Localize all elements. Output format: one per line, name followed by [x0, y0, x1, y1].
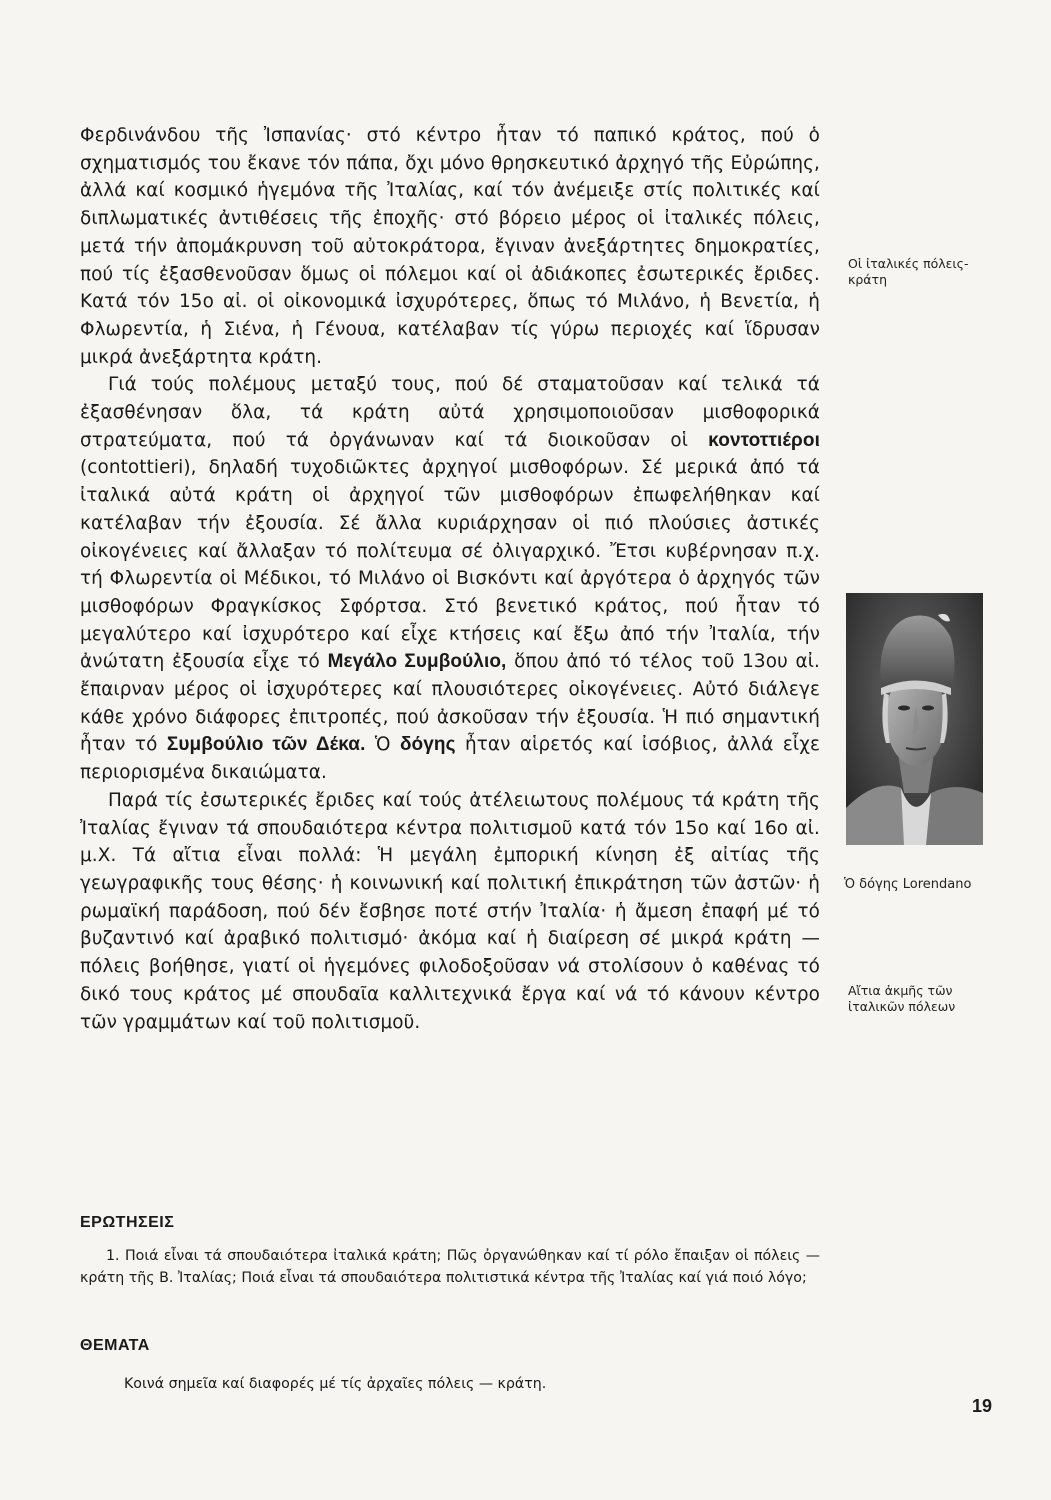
margin-note-city-states-line-1: Οἱ ἰταλικές πόλεις- [848, 256, 969, 271]
doge-portrait-image [846, 593, 983, 845]
term-council-of-ten: Συμβούλιο τῶν Δέκα. [166, 734, 366, 756]
term-doge: δόγης [399, 734, 456, 756]
paragraph-2-part-a: Γιά τούς πολέμους μεταξύ τους, πού δέ σταματοῦσαν καί τελικά τά ἐξασθένησαν ὅλα, τά κράτη αὐτά χρησιμοποιοῦσαν μισθοφορικά στρατεύματα, πού τά ὀργάνωναν καί τά διοικοῦσαν οἱ [80, 374, 820, 451]
margin-note-city-states [848, 256, 988, 288]
margin-note-causes-line-1: Αἴτια ἀκμῆς τῶν [848, 983, 953, 998]
question-1 [80, 1246, 820, 1289]
margin-note-city-states-line-2: κράτη [848, 272, 887, 287]
paragraph-2-part-g: Ὁ [365, 734, 400, 756]
main-text [80, 122, 820, 1036]
margin-note-causes-line-2: ἰταλικῶν πόλεων [848, 999, 956, 1014]
paragraph-2-part-c: (contottieri), δηλαδή τυχοδιῶκτες ἀρχηγοί μισθοφόρων. Σέ μερικά ἀπό τά ἰταλικά αὐτά κράτη οἱ ἀρχηγοί τῶν μισθοφόρων ἐπωφελήθηκαν καί κατέλαβαν τήν ἐξουσία. Σέ ἄλλα κυριάρχησαν οἱ πιό πλούσιες ἀστικές οἰκογένειες καί ἄλλαξαν τό πολίτευμα σέ ὀλιγαρχικό. Ἔτσι κυβέρνησαν π.χ. τή Φλωρεντία οἱ Μέδικοι, τό Μιλάνο οἱ Βισκόντι καί ἀργότερα ὁ ἀρχηγός τῶν μισθοφόρων Φραγκίσκος Σφόρτσα. Στό βενετικό κράτος, πού ἦταν τό μεγαλύτερο καί ἰσχυρότερο καί εἶχε κτήσεις καί ἔξω ἀπό τήν Ἰταλία, τήν ἀνώτατη ἐξουσία εἶχε τό [80, 457, 820, 673]
questions-heading: ΕΡΩΤΗΣΕΙΣ [80, 1214, 175, 1231]
page-number: 19 [972, 1396, 993, 1416]
doge-portrait-illustration [846, 593, 983, 845]
paragraph-3: Παρά τίς ἐσωτερικές ἔριδες καί τούς ἀτέλειωτους πολέμους τά κράτη τῆς Ἰταλίας ἔγιναν τά σπουδαιότερα κέντρα πολιτισμοῦ κατά τόν 15ο καί 16ο αἰ. μ.Χ. Τά αἴτια εἶναι πολλά: Ἡ μεγάλη ἐμπορική κίνηση ἐξ αἰτίας τῆς γεωγραφικῆς τους θέσης· ἡ κοινωνική καί πολιτική ἐπικράτηση τῶν ἀστῶν· ἡ ρωμαϊκή παράδοση, πού δέν ἔσβησε ποτέ στήν Ἰταλία· ἡ ἄμεση ἐπαφή μέ τό βυζαντινό καί ἀραβικό πολιτισμό· ἀκόμα καί ἡ διαίρεση σέ μικρά κράτη — πόλεις βοήθησε, γιατί οἱ ἡγεμόνες φιλοδοξοῦσαν νά στολίσουν ὁ καθένας τό δικό τους κράτος μέ σπουδαῖα καλλιτεχνικά ἔργα καί νά τό κάνουν κέντρο τῶν γραμμάτων καί τοῦ πολιτισμοῦ. [80, 789, 820, 1033]
theme-1: Κοινά σημεῖα καί διαφορές μέ τίς ἀρχαῖες πόλεις — κράτη. [124, 1376, 547, 1392]
paragraph-2 [80, 371, 820, 787]
portrait-caption: Ὁ δόγης Lorendano [844, 877, 972, 892]
paragraph-2-part-e: ὅπου ἀπό τό τέλος τοῦ 13ου αἰ. ἔπαιρναν μέρος οἱ ἰσχυρότερες καί πλουσιότερες οἰκογένειες. Αὐτό διάλεγε κάθε χρόνο διάφορες ἐπιτροπές, πού ἀσκοῦσαν τήν ἐξουσία. Ἡ πιό σημαντική ἦταν τό [80, 651, 820, 756]
paragraph-1: Φερδινάνδου τῆς Ἰσπανίας· στό κέντρο ἦταν τό παπικό κράτος, πού ὁ σχηματισμός του ἔκανε τόν πάπα, ὄχι μόνο θρησκευτικό ἀρχηγό τῆς Εὐρώπης, ἀλλά καί κοσμικό ἡγεμόνα τῆς Ἰταλίας, καί τόν ἀνέμειξε στίς πολιτικές καί διπλωματικές ἀντιθέσεις τῆς ἐποχῆς· στό βόρειο μέρος οἱ ἰταλικές πόλεις, μετά τήν ἀπομάκρυνση τοῦ αὐτοκράτορα, ἔγιναν ἀνεξάρτητες δημοκρατίες, πού τίς ἐξασθενοῦσαν ὅμως οἱ πόλεμοι καί οἱ ἀδιάκοπες ἐσωτερικές ἔριδες. Κατά τόν 15ο αἰ. οἱ οἰκονομικά ἰσχυρότερες, ὅπως τό Μιλάνο, ἡ Βενετία, ἡ Φλωρεντία, ἡ Σιένα, ἡ Γένουα, κατέλαβαν τίς γύρω περιοχές καί ἵδρυσαν μικρά ἀνεξάρτητα κράτη. [80, 125, 820, 368]
themes-heading: ΘΕΜΑΤΑ [80, 1337, 150, 1354]
term-condottieri: κοντοττιέροι [708, 429, 820, 451]
margin-note-causes [848, 983, 988, 1015]
question-1-text: 1. Ποιά εἶναι τά σπουδαιότερα ἰταλικά κράτη; Πῶς ὀργανώθηκαν καί τί ρόλο ἔπαιξαν οἱ πόλεις — κράτη τῆς Β. Ἰταλίας; Ποιά εἶναι τά σπουδαιότερα πολιτιστικά κέντρα τῆς Ἰταλίας καί γιά ποιό λόγο; [80, 1248, 820, 1286]
paragraph-2-part-i: ἦταν αἱρετός καί ἰσόβιος, ἀλλά εἶχε περιορισμένα δικαιώματα. [80, 734, 820, 784]
term-great-council: Μεγάλο Συμβούλιο, [327, 651, 507, 673]
